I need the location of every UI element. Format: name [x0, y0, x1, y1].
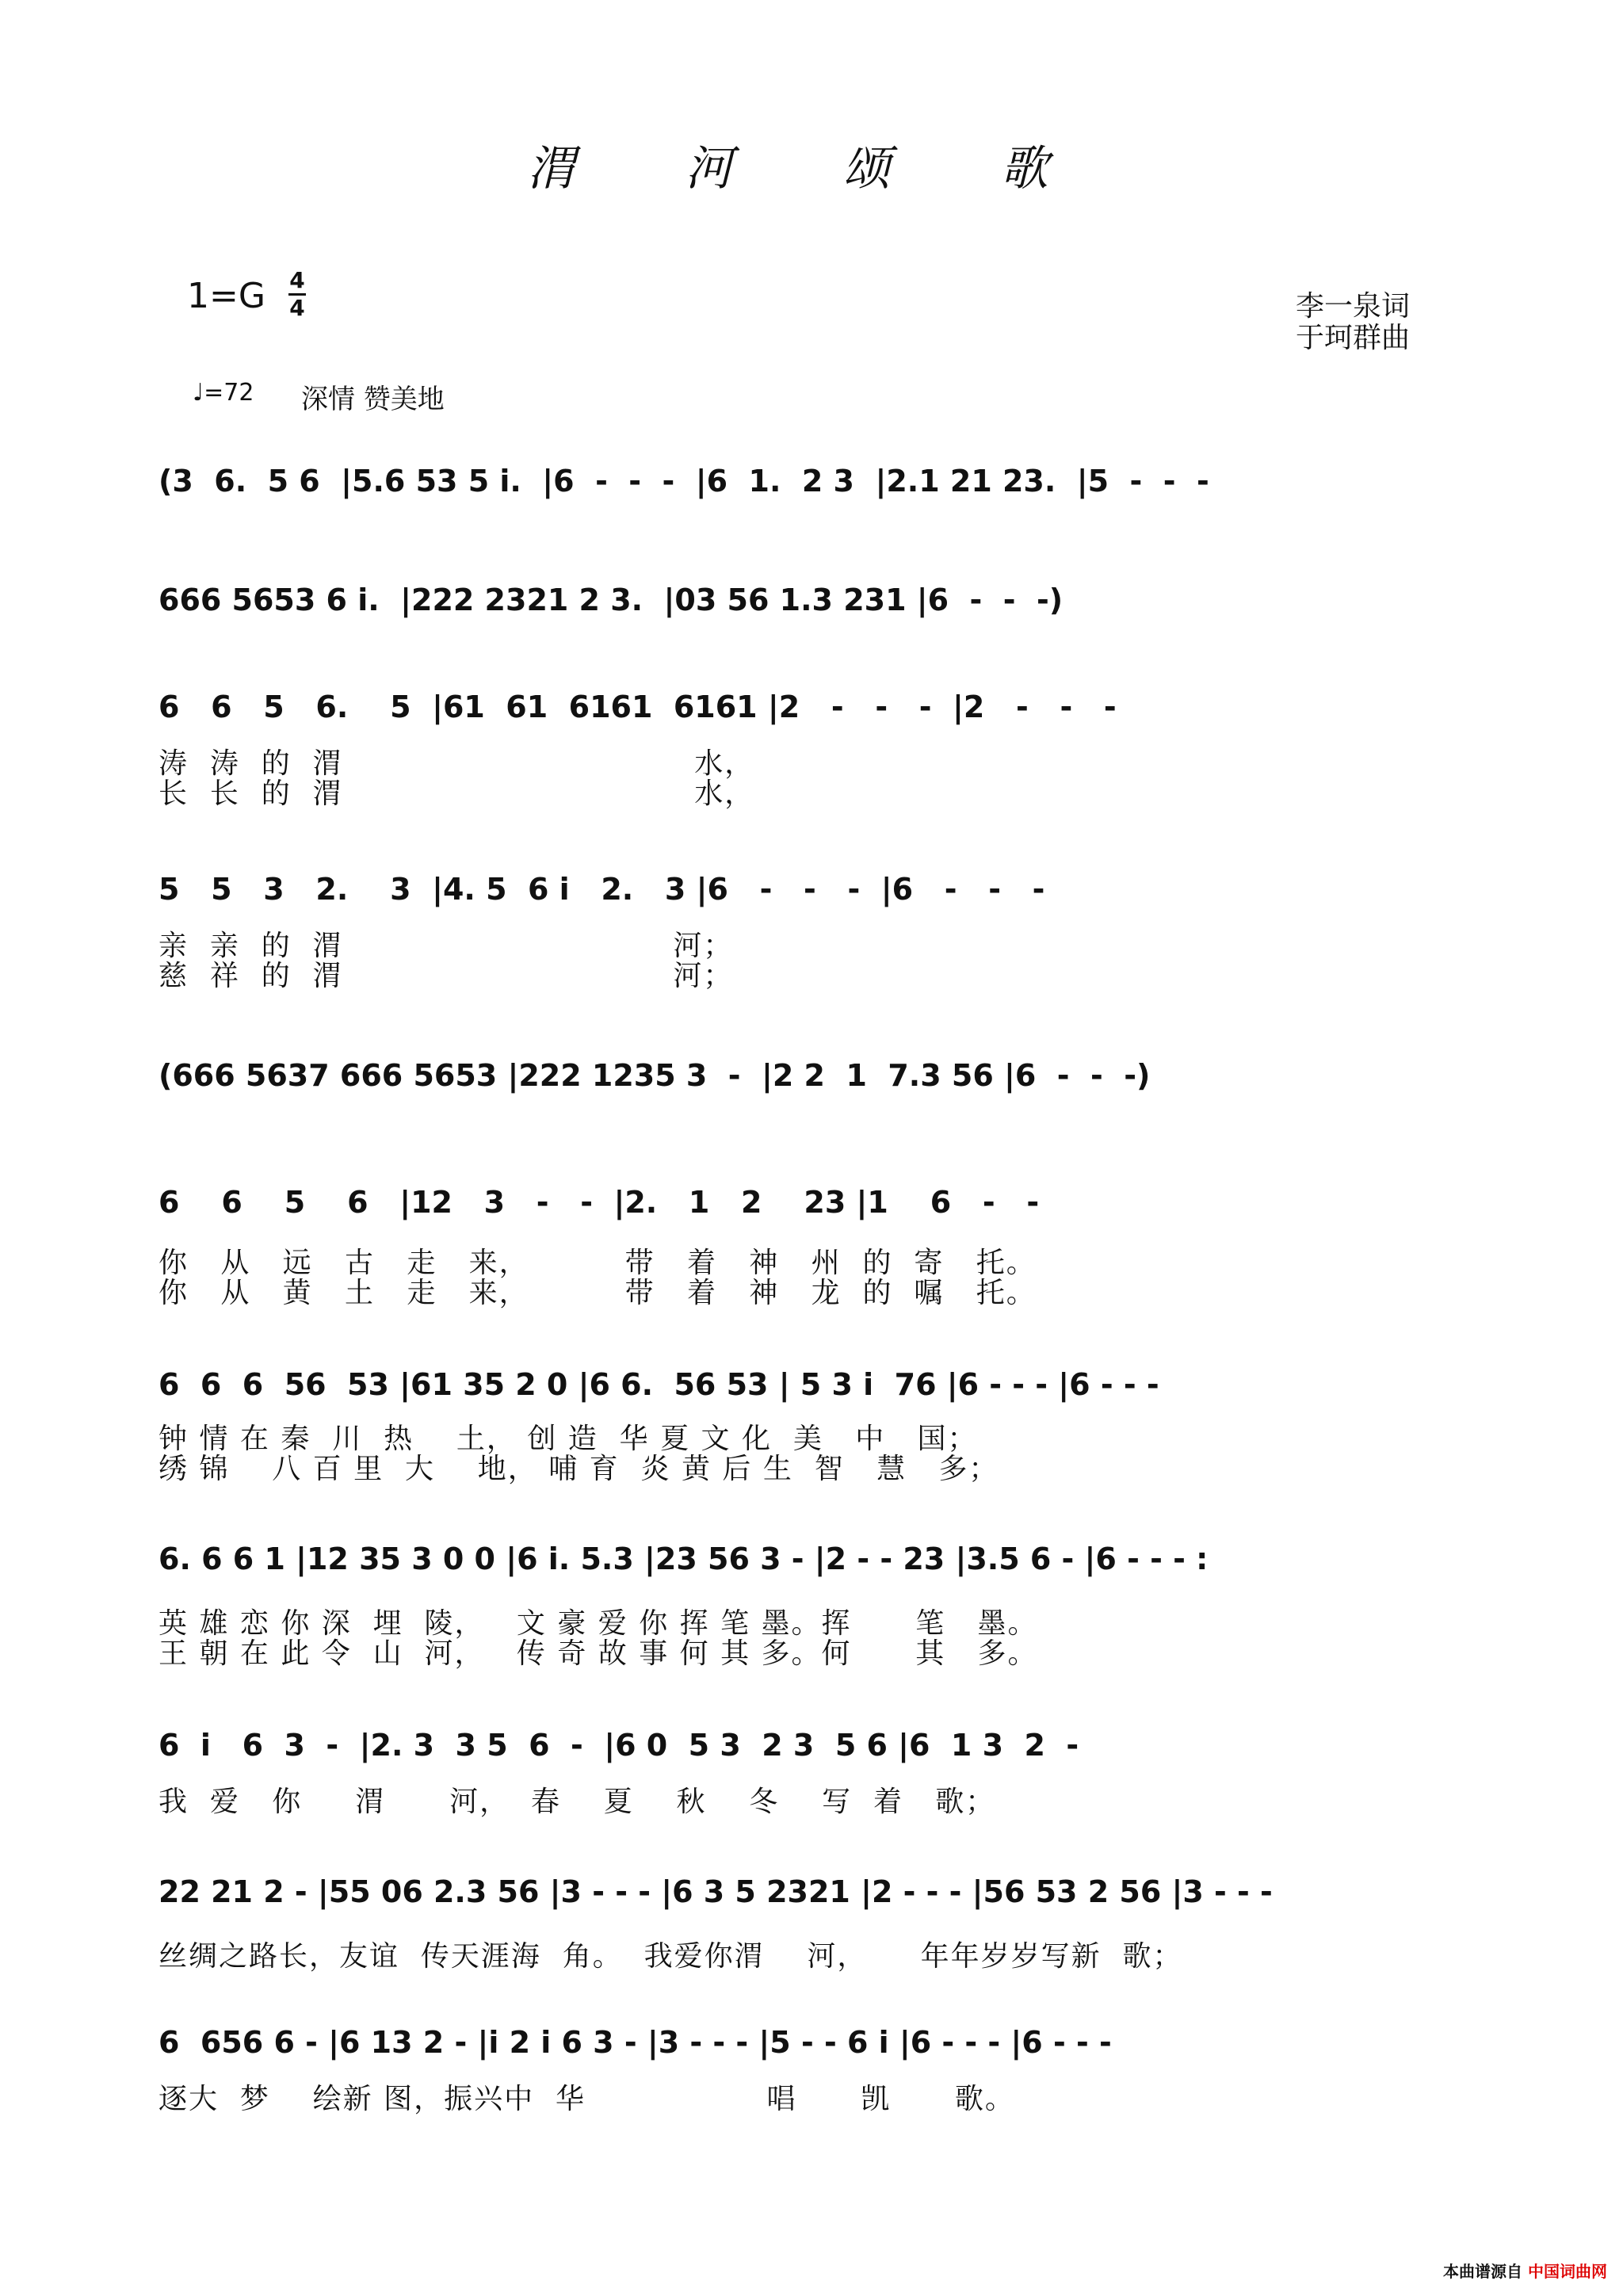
- notation-line: 6 656 6 - |6 13 2 - |i 2 i 6 3 - |3 - - - |5 - - 6 i |6 - - - |6 - - -: [158, 2025, 1112, 2060]
- song-title: 渭 河 颂 歌: [527, 141, 1096, 197]
- lyric-verse-1: 涛 涛 的 渭 水，: [158, 747, 755, 780]
- footer-site-link[interactable]: 中国词曲网: [1528, 2262, 1607, 2281]
- notation-line: 666 5653 6 i. |222 2321 2 3. |03 56 1.3 231 |6 - - -): [158, 583, 1064, 617]
- notation-line: 22 21 2 - |55 06 2.3 56 |3 - - - |6 3 5 2321 |2 - - - |56 53 2 56 |3 - - -: [158, 1874, 1273, 1909]
- notation-line: (3 6. 5 6 |5.6 53 5 i. |6 - - - |6 1. 2 3 |2.1 21 23. |5 - - -: [158, 464, 1209, 499]
- lyricist-credit: 李一泉词: [1296, 290, 1411, 323]
- notation-line: 6. 6 6 1 |12 35 3 0 0 |6 i. 5.3 |23 56 3 - |2 - - 23 |3.5 6 - |6 - - - :: [158, 1541, 1209, 1576]
- time-signature: [288, 269, 306, 319]
- source-footer: [1443, 2259, 1607, 2282]
- time-signature-top: 4: [289, 267, 305, 293]
- notation-line: 6 i 6 3 - |2. 3 3 5 6 - |6 0 5 3 2 3 5 6 |6 1 3 2 -: [158, 1728, 1079, 1763]
- key-signature: 1=G: [187, 276, 265, 316]
- lyric-verse-2: 慈 祥 的 渭 河；: [158, 960, 734, 992]
- lyric-verse-1: 你 从 远 古 走 来， 带 着 神 州 的 寄 托。: [158, 1247, 1037, 1279]
- lyric-verse-1: 钟 情 在 秦 川 热 土， 创 造 华 夏 文 化 美 中 国；: [158, 1423, 978, 1455]
- lyric-verse-1: 丝绸之路长，友谊 传天涯海 角。 我爱你渭 河， 年年岁岁写新 歌；: [158, 1940, 1183, 1973]
- lyric-verse-1: 逐大 梦 绘新 图，振兴中 华 唱 凯 歌。: [158, 2083, 1015, 2115]
- time-signature-bottom: 4: [289, 295, 305, 321]
- lyric-verse-1: 我 爱 你 渭 河， 春 夏 秋 冬 写 着 歌；: [158, 1786, 996, 1818]
- notation-line: (666 5637 666 5653 |222 1235 3 - |2 2 1 7.3 56 |6 - - -): [158, 1058, 1151, 1093]
- lyric-verse-2: 王 朝 在 此 令 山 河， 传 奇 故 事 何 其 多。何 其 多。: [158, 1637, 1038, 1670]
- notation-line: 6 6 5 6. 5 |61 61 6161 6161 |2 - - - |2 - - -: [158, 690, 1117, 724]
- lyric-verse-2: 你 从 黄 土 走 来， 带 着 神 龙 的 嘱 托。: [158, 1277, 1037, 1309]
- footer-source-label: 本曲谱源自: [1443, 2262, 1523, 2281]
- lyric-verse-1: 英 雄 恋 你 深 埋 陵， 文 豪 爱 你 挥 笔 墨。挥 笔 墨。: [158, 1607, 1038, 1640]
- notation-line: 6 6 6 56 53 |61 35 2 0 |6 6. 56 53 | 5 3 i 76 |6 - - - |6 - - -: [158, 1367, 1159, 1402]
- notation-line: 5 5 3 2. 3 |4. 5 6 i 2. 3 |6 - - - |6 - - -: [158, 872, 1045, 907]
- lyric-verse-1: 亲 亲 的 渭 河；: [158, 930, 734, 962]
- lyric-verse-2: 长 长 的 渭 水，: [158, 777, 755, 810]
- notation-line: 6 6 5 6 |12 3 - - |2. 1 2 23 |1 6 - -: [158, 1185, 1040, 1220]
- expression-marking: 深情 赞美地: [301, 384, 445, 415]
- composer-credit: 于珂群曲: [1296, 322, 1411, 354]
- tempo-marking: ♩=72: [193, 379, 254, 407]
- lyric-verse-2: 绣 锦 八 百 里 大 地， 哺 育 炎 黄 后 生 智 慧 多；: [158, 1453, 999, 1485]
